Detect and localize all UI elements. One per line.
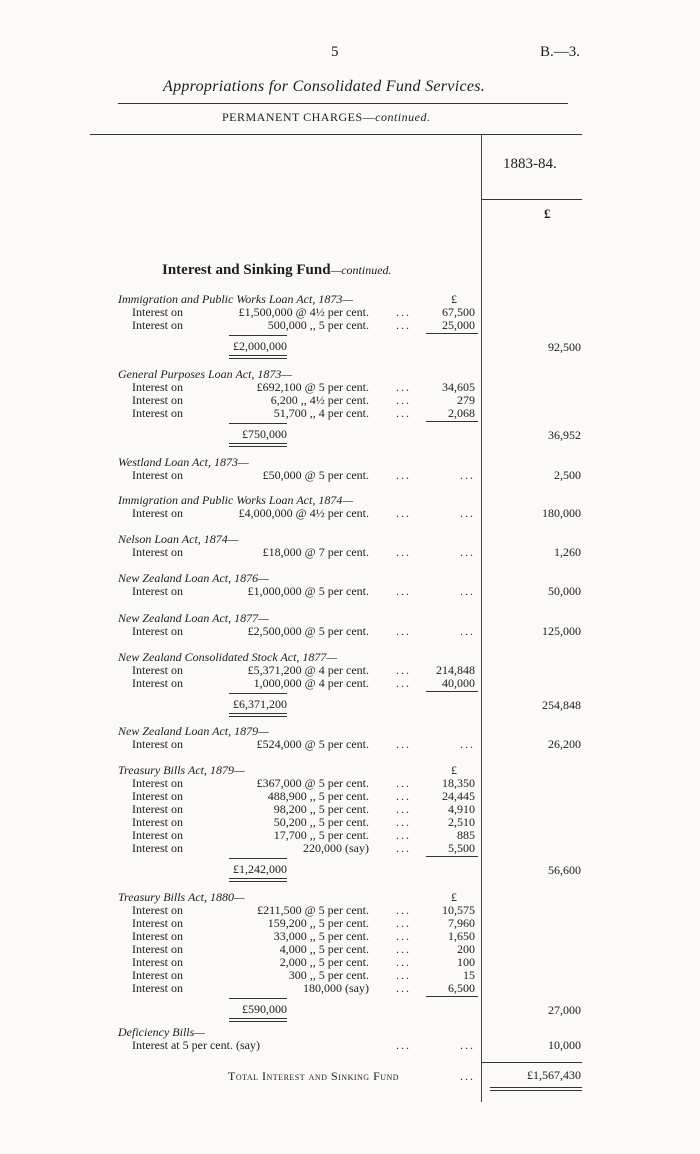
- entry-title: Westland Loan Act, 1873—: [118, 455, 249, 469]
- principal-rule-top: [229, 858, 287, 859]
- amount-currency-symbol: £: [451, 763, 457, 777]
- leader-dots: ...: [460, 737, 475, 751]
- interest-label: Interest on: [132, 624, 183, 638]
- interest-detail: 159,200 ,, 5 per cent.: [267, 916, 369, 930]
- leader-dots: ...: [460, 584, 475, 598]
- leader-dots: ...: [396, 380, 411, 394]
- interest-label: Interest on: [132, 663, 183, 677]
- principal-rule-bottom: [229, 878, 287, 882]
- interest-label: Interest on: [132, 406, 183, 420]
- interest-label: Interest on: [132, 929, 183, 943]
- entry-total: 125,000: [542, 624, 581, 638]
- interest-label: Interest on: [132, 815, 183, 829]
- interest-detail: £1,000,000 @ 5 per cent.: [247, 584, 369, 598]
- interest-detail: 2,000 ,, 5 per cent.: [279, 955, 369, 969]
- leader-dots: ...: [396, 663, 411, 677]
- leader-dots: ...: [396, 955, 411, 969]
- interest-label: Interest on: [132, 737, 183, 751]
- leader-dots: ...: [396, 916, 411, 930]
- interest-label: Interest at 5 per cent. (say): [132, 1038, 260, 1052]
- leader-dots: ...: [460, 468, 475, 482]
- interest-amount: 6,500: [448, 981, 475, 995]
- page-subtitle: [222, 110, 430, 125]
- section-title-main: Interest and Sinking Fund: [162, 262, 331, 278]
- principal-total: £590,000: [242, 1002, 287, 1016]
- grand-total-dots: ...: [460, 1069, 475, 1083]
- leader-dots: ...: [396, 968, 411, 982]
- interest-amount: 67,500: [442, 305, 475, 319]
- interest-detail: 4,000 ,, 5 per cent.: [279, 942, 369, 956]
- leader-dots: ...: [396, 1038, 411, 1052]
- entry-title: Immigration and Public Works Loan Act, 1874—: [118, 493, 354, 507]
- interest-detail: 17,700 ,, 5 per cent.: [273, 828, 369, 842]
- leader-dots: ...: [460, 624, 475, 638]
- amount-currency-symbol: £: [451, 890, 457, 904]
- interest-amount: 24,445: [442, 789, 475, 803]
- leader-dots: ...: [396, 305, 411, 319]
- interest-label: Interest on: [132, 380, 183, 394]
- interest-label: Interest on: [132, 468, 183, 482]
- interest-amount: 1,650: [448, 929, 475, 943]
- interest-label: Interest on: [132, 545, 183, 559]
- grand-total-rule-bottom: [490, 1087, 582, 1091]
- principal-rule-top: [229, 998, 287, 999]
- interest-detail: £524,000 @ 5 per cent.: [256, 737, 369, 751]
- entry-title: Immigration and Public Works Loan Act, 1873—: [118, 292, 354, 306]
- subtotal-rule: [426, 856, 478, 857]
- interest-detail: £692,100 @ 5 per cent.: [256, 380, 369, 394]
- interest-detail: 180,000 (say): [303, 981, 369, 995]
- subtitle-continued: continued.: [375, 110, 431, 124]
- interest-detail: £50,000 @ 5 per cent.: [262, 468, 369, 482]
- leader-dots: ...: [396, 789, 411, 803]
- interest-amount: 200: [457, 942, 475, 956]
- principal-rule-bottom: [229, 1018, 287, 1022]
- leader-dots: ...: [396, 468, 411, 482]
- interest-amount: 7,960: [448, 916, 475, 930]
- entry-total: 26,200: [548, 737, 581, 751]
- leader-dots: ...: [460, 1038, 475, 1052]
- interest-detail: 500,000 ,, 5 per cent.: [267, 318, 369, 332]
- principal-rule-bottom: [229, 443, 287, 447]
- subtitle-main: PERMANENT CHARGES—: [222, 110, 376, 124]
- principal-rule-top: [229, 335, 287, 336]
- subtotal-rule: [426, 691, 478, 692]
- year-rule: [482, 199, 582, 200]
- entry-total: 254,848: [542, 698, 581, 712]
- leader-dots: ...: [396, 584, 411, 598]
- header-rule: [90, 134, 582, 135]
- leader-dots: ...: [396, 624, 411, 638]
- entry-total: 180,000: [542, 506, 581, 520]
- interest-label: Interest on: [132, 393, 183, 407]
- entry-title: Treasury Bills Act, 1879—: [118, 763, 245, 777]
- interest-detail: £4,000,000 @ 4½ per cent.: [238, 506, 369, 520]
- subtotal-rule: [426, 333, 478, 334]
- interest-amount: 34,605: [442, 380, 475, 394]
- leader-dots: ...: [460, 545, 475, 559]
- entry-total: 1,260: [554, 545, 581, 559]
- interest-label: Interest on: [132, 942, 183, 956]
- interest-label: Interest on: [132, 916, 183, 930]
- entry-total: 27,000: [548, 1003, 581, 1017]
- section-title: [162, 262, 392, 279]
- interest-detail: 98,200 ,, 5 per cent.: [273, 802, 369, 816]
- leader-dots: ...: [396, 318, 411, 332]
- grand-total-value: £1,567,430: [527, 1068, 581, 1082]
- entry-total: 50,000: [548, 584, 581, 598]
- leader-dots: ...: [396, 981, 411, 995]
- interest-detail: £211,500 @ 5 per cent.: [257, 903, 369, 917]
- leader-dots: ...: [396, 506, 411, 520]
- amount-currency-symbol: £: [451, 292, 457, 306]
- principal-rule-bottom: [229, 713, 287, 717]
- interest-label: Interest on: [132, 506, 183, 520]
- principal-total: £1,242,000: [233, 862, 287, 876]
- interest-detail: £367,000 @ 5 per cent.: [256, 776, 369, 790]
- interest-label: Interest on: [132, 789, 183, 803]
- principal-rule-top: [229, 423, 287, 424]
- interest-amount: 40,000: [442, 676, 475, 690]
- leader-dots: ...: [396, 393, 411, 407]
- principal-total: £6,371,200: [233, 697, 287, 711]
- interest-amount: 5,500: [448, 841, 475, 855]
- interest-label: Interest on: [132, 828, 183, 842]
- principal-rule-bottom: [229, 355, 287, 359]
- interest-amount: 15: [463, 968, 475, 982]
- subtotal-rule: [426, 421, 478, 422]
- interest-amount: 4,910: [448, 802, 475, 816]
- interest-detail: 6,200 ,, 4½ per cent.: [270, 393, 369, 407]
- leader-dots: ...: [396, 942, 411, 956]
- interest-detail: 300 ,, 5 per cent.: [288, 968, 369, 982]
- entry-total: 2,500: [554, 468, 581, 482]
- leader-dots: ...: [396, 406, 411, 420]
- principal-rule-top: [229, 693, 287, 694]
- leader-dots: ...: [396, 841, 411, 855]
- interest-amount: 2,510: [448, 815, 475, 829]
- title-rule: [118, 103, 568, 104]
- entry-title: New Zealand Loan Act, 1879—: [118, 724, 269, 738]
- entry-title: New Zealand Consolidated Stock Act, 1877—: [118, 650, 338, 664]
- interest-amount: 10,575: [442, 903, 475, 917]
- entry-title: Nelson Loan Act, 1874—: [118, 532, 239, 546]
- entry-total: 56,600: [548, 863, 581, 877]
- leader-dots: ...: [396, 737, 411, 751]
- leader-dots: ...: [396, 676, 411, 690]
- leader-dots: ...: [396, 776, 411, 790]
- interest-amount: 279: [457, 393, 475, 407]
- interest-label: Interest on: [132, 305, 183, 319]
- leader-dots: ...: [396, 815, 411, 829]
- interest-amount: 25,000: [442, 318, 475, 332]
- interest-detail: 220,000 (say): [303, 841, 369, 855]
- entry-title: General Purposes Loan Act, 1873—: [118, 367, 293, 381]
- currency-symbol: £: [544, 206, 551, 221]
- entry-title: New Zealand Loan Act, 1876—: [118, 571, 269, 585]
- leader-dots: ...: [396, 828, 411, 842]
- interest-label: Interest on: [132, 981, 183, 995]
- entry-total: 36,952: [548, 428, 581, 442]
- interest-label: Interest on: [132, 802, 183, 816]
- interest-detail: £1,500,000 @ 4½ per cent.: [238, 305, 369, 319]
- principal-total: £2,000,000: [233, 339, 287, 353]
- interest-detail: £5,371,200 @ 4 per cent.: [247, 663, 369, 677]
- year-heading: 1883-84.: [503, 156, 557, 172]
- page-title: Appropriations for Consolidated Fund Services.: [163, 78, 486, 95]
- interest-detail: £2,500,000 @ 5 per cent.: [247, 624, 369, 638]
- entry-title: Deficiency Bills—: [118, 1025, 205, 1039]
- leader-dots: ...: [396, 929, 411, 943]
- entry-total: 92,500: [548, 340, 581, 354]
- page-number: 5: [331, 44, 339, 60]
- leader-dots: ...: [396, 903, 411, 917]
- interest-detail: 488,900 ,, 5 per cent.: [267, 789, 369, 803]
- section-title-continued: —continued.: [330, 263, 392, 277]
- interest-detail: 50,200 ,, 5 per cent.: [273, 815, 369, 829]
- column-divider: [481, 134, 482, 1102]
- interest-detail: 51,700 ,, 4 per cent.: [273, 406, 369, 420]
- interest-label: Interest on: [132, 318, 183, 332]
- entry-total: 10,000: [548, 1038, 581, 1052]
- entry-title: New Zealand Loan Act, 1877—: [118, 611, 269, 625]
- interest-detail: 33,000 ,, 5 per cent.: [273, 929, 369, 943]
- leader-dots: ...: [396, 802, 411, 816]
- interest-amount: 214,848: [436, 663, 475, 677]
- interest-amount: 2,068: [448, 406, 475, 420]
- interest-amount: 885: [457, 828, 475, 842]
- entry-title: Treasury Bills Act, 1880—: [118, 890, 245, 904]
- grand-total-rule-top: [482, 1062, 582, 1063]
- leader-dots: ...: [460, 506, 475, 520]
- interest-label: Interest on: [132, 968, 183, 982]
- interest-label: Interest on: [132, 903, 183, 917]
- grand-total-label: Total Interest and Sinking Fund: [228, 1069, 400, 1083]
- interest-detail: 1,000,000 @ 4 per cent.: [253, 676, 369, 690]
- interest-label: Interest on: [132, 841, 183, 855]
- interest-label: Interest on: [132, 955, 183, 969]
- interest-detail: £18,000 @ 7 per cent.: [262, 545, 369, 559]
- interest-label: Interest on: [132, 584, 183, 598]
- leader-dots: ...: [396, 545, 411, 559]
- interest-amount: 100: [457, 955, 475, 969]
- interest-label: Interest on: [132, 676, 183, 690]
- interest-label: Interest on: [132, 776, 183, 790]
- interest-amount: 18,350: [442, 776, 475, 790]
- document-reference: B.—3.: [540, 44, 581, 60]
- principal-total: £750,000: [242, 427, 287, 441]
- subtotal-rule: [426, 996, 478, 997]
